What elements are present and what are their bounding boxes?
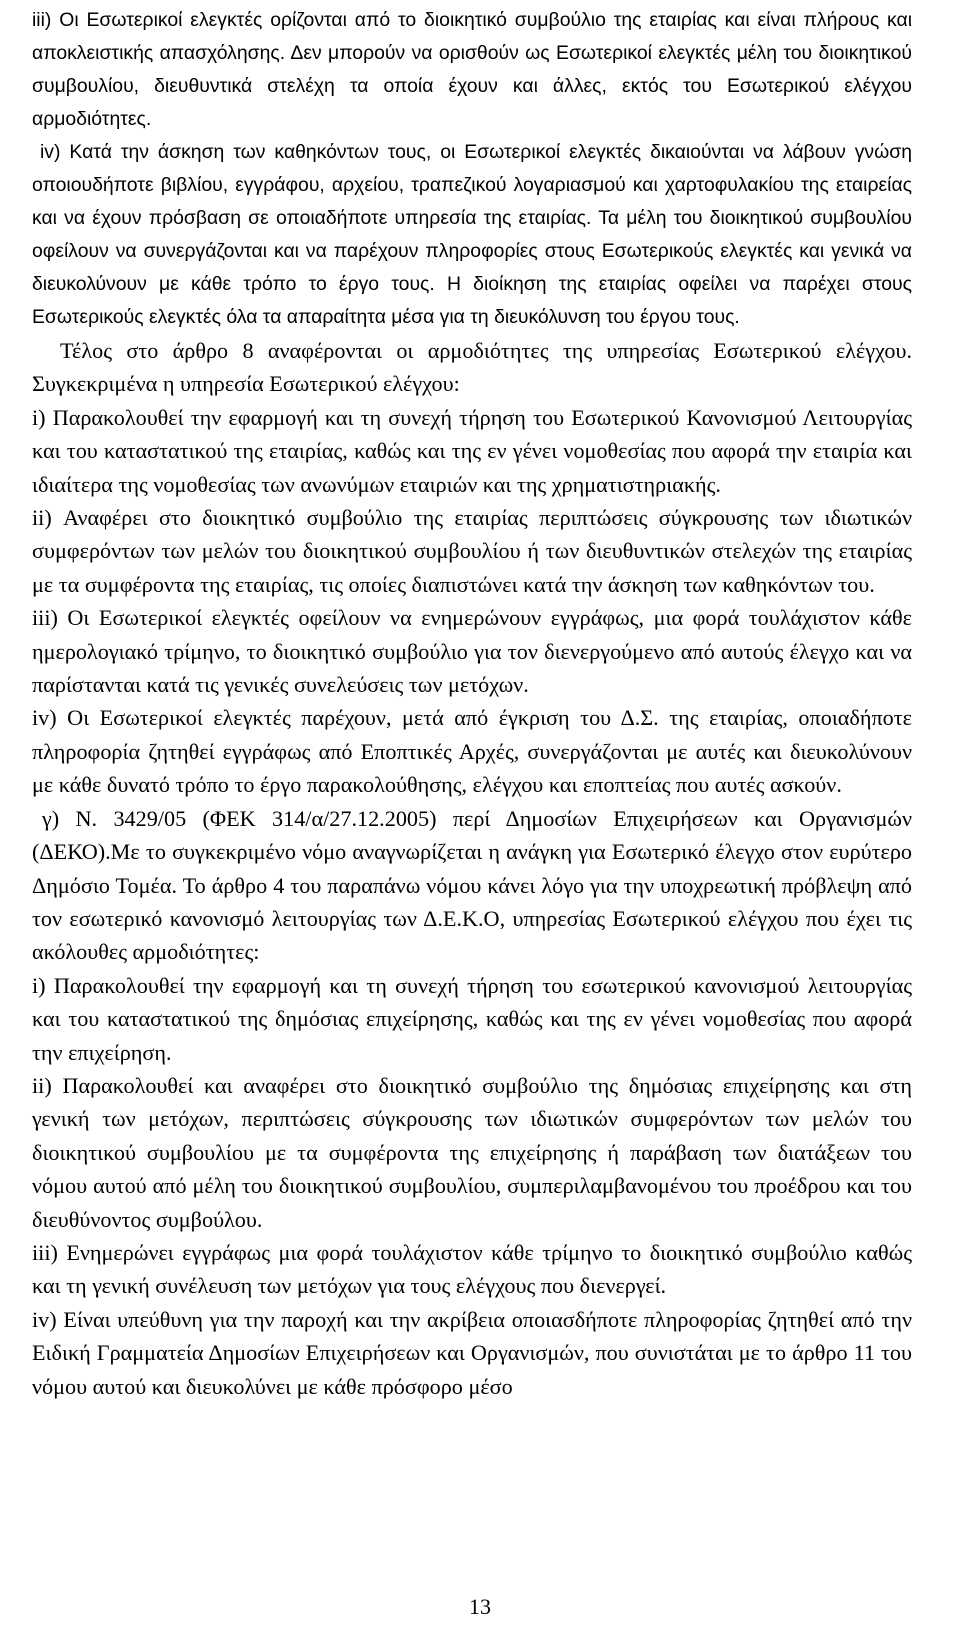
paragraph-article-8-intro: Τέλος στο άρθρο 8 αναφέρονται οι αρμοδιότητες της υπηρεσίας Εσωτερικού ελέγχου. Συγκεκριμένα η υπηρεσία Εσωτερικού ελέγχου: (32, 338, 912, 397)
paragraph-deko-item-iv: iv) Είναι υπεύθυνη για την παροχή και την ακρίβεια οποιασδήποτε πληροφορίας ζητηθεί από την Ειδική Γραμματεία Δημοσίων Επιχειρήσεων και Οργανισμών, που συνιστάται με το άρθρο 11 του νόμου αυτού και διευκολύνει με κάθε πρόσφορο μέσο (32, 1306, 912, 1399)
paragraph-law-3429-05: γ) Ν. 3429/05 (ΦΕΚ 314/α/27.12.2005) περί Δημοσίων Επιχειρήσεων και Οργανισμών (ΔΕΚΟ).Με το συγκεκριμένο νόμο αναγνωρίζεται η ανάγκη για Εσωτερικό έλεγχο στον ευρύτερο Δημόσιο Τομέα. Το άρθρο 4 του παραπάνω νόμου κάνει λόγο για την υποχρεωτική πρόβλεψη από τον εσωτερικό κανονισμό λειτουργίας των Δ.Ε.Κ.Ο, υπηρεσίας Εσωτερικού ελέγχου που έχει τις ακόλουθες αρμοδιότητες: (32, 805, 912, 965)
paragraph-art8-item-ii: ii) Αναφέρει στο διοικητικό συμβούλιο της εταιρίας περιπτώσεις σύγκρουσης των ιδιωτικών συμφερόντων των μελών του διοικητικού συμβουλίου ή των διευθυντικών στελεχών της εταιρίας με τα συμφέροντα της εταιρίας, τις οποίες διαπιστώνει κατά την άσκηση των καθηκόντων του. (32, 505, 912, 597)
paragraph-deko-item-ii: ii) Παρακολουθεί και αναφέρει στο διοικητικό συμβούλιο της δημόσιας επιχείρησης και στη γενική των μετόχων, περιπτώσεις σύγκρουσης των ιδιωτικών συμφερόντων των μελών του διοικητικού συμβουλίου με τα συμφέροντα της επιχείρησης ή παράβαση των διατάξεων του νόμου αυτού από μέλη του διοικητικού συμβουλίου, συμπεριλαμβανομένου του προέδρου και του διευθύνοντος συμβούλου. (32, 1072, 912, 1232)
document-page (32, 4, 912, 1403)
page-number: 13 (469, 1594, 491, 1619)
paragraph-iv-auditors-access-rights: iv) Κατά την άσκηση των καθηκόντων τους, οι Εσωτερικοί ελεγκτές δικαιούνται να λάβουν γνώση οποιουδήποτε βιβλίου, εγγράφου, αρχείου, τραπεζικού λογαριασμού και χαρτοφυλακίου της εταιρείας και να έχουν πρόσβαση σε οποιαδήποτε υπηρεσία της εταιρίας. Τα μέλη του διοικητικού συμβουλίου οφείλουν να συνεργάζονται και να παρέχουν πληροφορίες στους Εσωτερικούς ελεγκτές και γενικά να διευκολύνουν με κάθε τρόπο το έργο τους. Η διοίκηση της εταιρίας οφείλει να παρέχει στους Εσωτερικούς ελεγκτές όλα τα απαραίτητα μέσα για τη διευκόλυνση του έργου τους. (32, 141, 912, 328)
paragraph-deko-item-i: i) Παρακολουθεί την εφαρμογή και τη συνεχή τήρηση του εσωτερικού κανονισμού λειτουργίας και του καταστατικού της δημόσιας επιχείρησης, καθώς και της εν γένει νομοθεσίας που αφορά την επιχείρηση. (32, 972, 912, 1065)
paragraph-art8-item-iii: iii) Οι Εσωτερικοί ελεγκτές οφείλουν να ενημερώνουν εγγράφως, μια φορά τουλάχιστον κάθε ημερολογιακό τρίμηνο, το διοικητικό συμβούλιο για τον διενεργούμενο από αυτούς έλεγχο και να παρίστανται κατά τις γενικές συνελεύσεις των μετόχων. (32, 605, 912, 698)
paragraph-art8-item-i: i) Παρακολουθεί την εφαρμογή και τη συνεχή τήρηση του Εσωτερικού Κανονισμού Λειτουργίας και του καταστατικού της εταιρίας, καθώς και της εν γένει νομοθεσίας που αφορά την εταιρία και ιδιαίτερα της νομοθεσίας των ανωνύμων εταιριών και της χρηματιστηριακής. (32, 404, 912, 497)
paragraph-iii-internal-auditors-appointment: iii) Οι Εσωτερικοί ελεγκτές ορίζονται από το διοικητικό συμβούλιο της εταιρίας και είναι πλήρους και αποκλειστικής απασχόλησης. Δεν μπορούν να ορισθούν ως Εσωτερικοί ελεγκτές μέλη του διοικητικού συμβουλίου, διευθυντικά στελέχη τα οποία έχουν και άλλες, εκτός του Εσωτερικού ελέγχου αρμοδιότητες. (32, 9, 912, 130)
paragraph-deko-item-iii: iii) Ενημερώνει εγγράφως μια φορά τουλάχιστον κάθε τρίμηνο το διοικητικό συμβούλιο καθώς και τη γενική συνέλευση των μετόχων για τους ελέγχους που διενεργεί. (32, 1239, 912, 1299)
paragraph-art8-item-iv: iv) Οι Εσωτερικοί ελεγκτές παρέχουν, μετά από έγκριση του Δ.Σ. της εταιρίας, οποιαδήποτε πληροφορία ζητηθεί εγγράφως από Εποπτικές Αρχές, συνεργάζονται με αυτές και διευκολύνουν με κάθε δυνατό τρόπο το έργο παρακολούθησης, ελέγχου και εποπτείας που αυτές ασκούν. (32, 705, 912, 798)
